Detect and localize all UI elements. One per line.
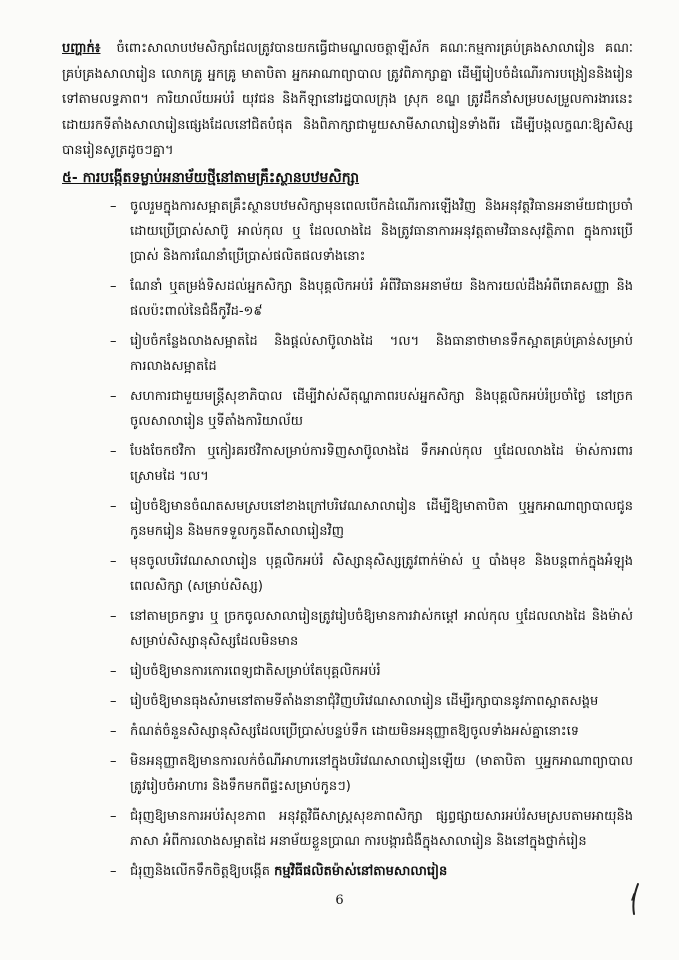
bullet-list	[62, 194, 633, 884]
list-item	[110, 659, 633, 684]
list-item-text: បែងចែកថវិកា ឬកៀរគរថវិកាសម្រាប់ការទិញសាប៊ូលាងដៃ ទឹកអាល់កុល ឬដែលលាងដៃ ម៉ាស់ការពារ ស្រោមដៃ ។ល។	[130, 443, 633, 484]
list-item-text: រៀបចំឱ្យមានធុងសំរាមនៅតាមទីតាំងនានាជុំវិញបរិវេណសាលារៀន ដើម្បីរក្សាបាននូវភាពស្អាតសង្គម	[130, 693, 599, 709]
list-item	[110, 549, 633, 599]
list-item	[110, 194, 633, 269]
list-item	[110, 329, 633, 379]
page-number: 6	[335, 893, 344, 908]
list-item	[110, 859, 633, 884]
bullet-dash: –	[110, 863, 117, 879]
bullet-dash: –	[110, 443, 117, 459]
list-item-text: រៀបចំឱ្យមានការកោរពេទ្យជាតិសម្រាប់តែបុគ្គលិកអប់រំ	[130, 663, 381, 679]
handwritten-mark-icon	[626, 880, 646, 920]
list-item	[110, 749, 633, 799]
bullet-dash: –	[110, 553, 117, 569]
list-item-text: សហការជាមួយមន្ត្រីសុខាភិបាល ដើម្បីវាស់សីតុណ្ហភាពរបស់អ្នកសិក្សា និងបុគ្គលិកអប់រំប្រចាំថ្ងៃ នៅច្រកចូលសាលារៀន ឬទីតាំងការិយាល័យ	[130, 388, 633, 429]
list-item-text: ជំរុញឱ្យមានការអប់រំសុខភាព អនុវត្តវិធីសាស្ត្រសុខភាពសិក្សា ផ្សព្វផ្សាយសារអប់រំសមស្របតាមអាយុនិងភាសា អំពីការលាងសម្អាតដៃ អនាម័យខ្លួនប្រាណ ការបង្ការជំងឺក្នុងសាលារៀន និងនៅក្នុងថ្នាក់រៀន	[130, 808, 633, 849]
list-item-text: រៀបចំឱ្យមានចំណតសមស្របនៅខាងក្រៅបរិវេណសាលារៀន ដើម្បីឱ្យមាតាបិតា ឬអ្នកអាណាព្យាបាលជូនកូនមករៀន និងមកទទួលកូនពីសាលារៀនវិញ	[130, 498, 633, 539]
section-heading: ៥- ការបង្កើតទម្លាប់អនាម័យថ្មីនៅតាមគ្រឹះស្ថានបឋមសិក្សា	[62, 169, 360, 186]
bullet-dash: –	[110, 693, 117, 709]
list-item	[110, 439, 633, 489]
bullet-dash: –	[110, 388, 117, 404]
list-item-text: រៀបចំកន្លែងលាងសម្អាតដៃ និងផ្តល់សាប៊ូលាងដៃ ។ល។ និងធានាថាមានទឹកស្អាតគ្រប់គ្រាន់សម្រាប់ការលាងសម្អាតដៃ	[130, 333, 633, 374]
intro-paragraph	[62, 36, 633, 164]
list-item	[110, 689, 633, 714]
intro-label: បញ្ហាក់៖	[62, 41, 101, 56]
list-item	[110, 384, 633, 434]
bullet-dash: –	[110, 198, 117, 214]
bullet-dash: –	[110, 608, 117, 624]
list-item-text: ណែនាំ ឬតម្រង់ទិសដល់អ្នកសិក្សា និងបុគ្គលិកអប់រំ អំពីវិធានអនាម័យ និងការយល់ដឹងអំពីរោគសញ្ញា និង ផលប៉ះពាល់នៃជំងឺកូវីដ-១៩	[130, 278, 633, 319]
bullet-dash: –	[110, 723, 117, 739]
list-item	[110, 494, 633, 544]
list-item	[110, 604, 633, 654]
list-item-text: កំណត់ចំនួនសិស្សានុសិស្សដែលប្រើប្រាស់បន្ទប់ទឹក ដោយមិនអនុញ្ញាតឱ្យចូលទាំងអស់គ្នានោះទេ	[130, 723, 579, 739]
bullet-dash: –	[110, 333, 117, 349]
list-item-text: មិនអនុញ្ញាតឱ្យមានការលក់ចំណីអាហារនៅក្នុងបរិវេណសាលារៀនឡើយ (មាតាបិតា ឬអ្នកអាណាព្យាបាលត្រូវរៀបចំអាហារ និងទឹកមកពីផ្ទះសម្រាប់កូនៗ)	[130, 753, 633, 794]
bullet-dash: –	[110, 278, 117, 294]
list-item-text: នៅតាមច្រកទ្វារ ឬ ច្រកចូលសាលារៀនត្រូវរៀបចំឱ្យមានការវាស់កម្តៅ អាល់កុល ឬដែលលាងដៃ និងម៉ាស់សម្រាប់សិស្សានុសិស្សដែលមិនមាន	[130, 608, 633, 649]
bullet-dash: –	[110, 498, 117, 514]
list-item-text: ជំរុញនិងលើកទឹកចិត្តឱ្យបង្កើត	[130, 863, 271, 879]
list-item	[110, 719, 633, 744]
intro-text: ចំពោះសាលាបឋមសិក្សាដែលត្រូវបានយកធ្វើជាមណ្ឌលចត្តាឡីស័ក គណៈកម្មការគ្រប់គ្រងសាលារៀន គណៈគ្រប់គ្រងសាលារៀន លោកគ្រូ អ្នកគ្រូ មាតាបិតា អ្នកអាណាព្យាបាល ត្រូវពិភាក្សាគ្នា ដើម្បីរៀបចំដំណើរការបង្រៀននិងរៀនទៅតាមលទ្ធភាព។ ការិយាល័យអប់រំ យុវជន និងកីឡានៅរដ្ឋបាលក្រុង ស្រុក ខណ្ឌ ត្រូវដឹកនាំសម្របសម្រួលការងារនេះ ដោយរកទីតាំងសាលារៀនផ្សេងដែលនៅជិតបំផុត និងពិភាក្សាជាមួយសាមីសាលារៀនទាំងពីរ ដើម្បីបង្កលក្ខណៈឱ្យសិស្សបានរៀនសូត្រដូចៗគ្នា។	[62, 41, 634, 158]
list-item	[110, 804, 633, 854]
list-item	[110, 274, 633, 324]
list-item-text: ចូលរួមក្នុងការសម្អាតគ្រឹះស្ថានបឋមសិក្សាមុនពេលបើកដំណើរការឡើងវិញ និងអនុវត្តវិធានអនាម័យជាប្រចាំ ដោយប្រើប្រាស់សាប៊ូ អាល់កុល ឬ ដែលលាងដៃ និងត្រូវធានាការអនុវត្តតាមវិធានសុវត្ថិភាព ក្នុងការប្រើប្រាស់ និងការណែនាំប្រើប្រាស់ផលិតផលទាំងនោះ	[130, 198, 633, 264]
bullet-dash: –	[110, 808, 117, 824]
list-item-text: មុនចូលបរិវេណសាលារៀន បុគ្គលិកអប់រំ សិស្សានុសិស្សត្រូវពាក់ម៉ាស់ ឬ បាំងមុខ និងបន្តពាក់ក្នុងអំឡុងពេលសិក្សា (សម្រាប់សិស្ស)	[130, 553, 633, 594]
bullet-dash: –	[110, 663, 117, 679]
bullet-dash: –	[110, 753, 117, 769]
list-item-bold-text: កម្មវិធីផលិតម៉ាស់នៅតាមសាលារៀន	[274, 863, 448, 879]
